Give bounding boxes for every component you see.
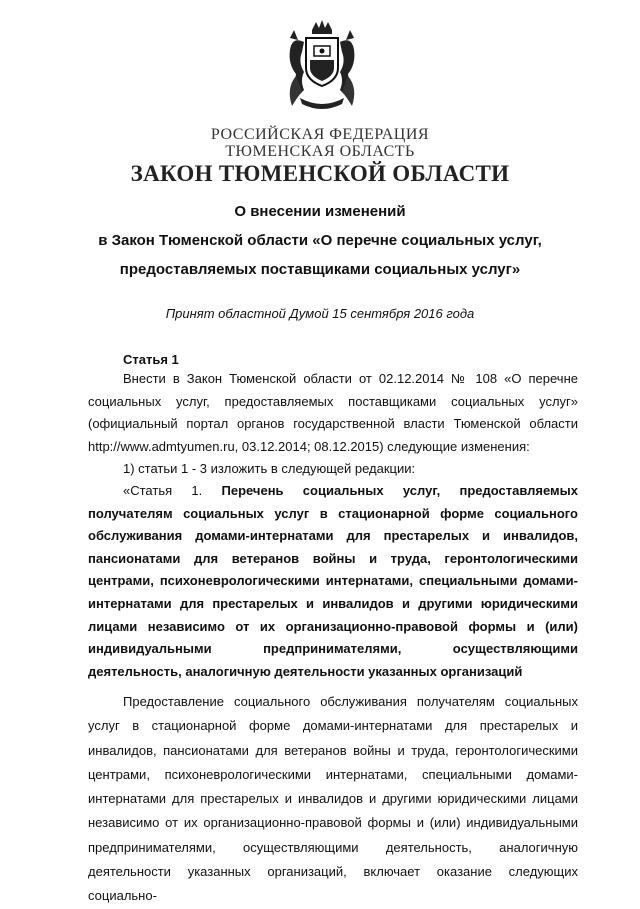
article-heading: Статья 1 <box>123 352 179 367</box>
quoted-article-heading <box>88 480 578 683</box>
amendment-item-1: 1) статьи 1 - 3 изложить в следующей редакции: <box>123 461 416 476</box>
quoted-article-title: Перечень социальных услуг, предоставляемых получателям социальных услуг в стационарной форме социального обслуживания домами-интернатами для престарелых и инвалидов, пансионатами для ветеранов войны и труда, геронтологическими центрами, психоневрологическими интернатами, специальными домами-интернатами для престарелых и инвалидов и другими юридическими лицами независимо от их организационно-правовой формы и (или) индивидуальными предпринимателями, осуществляющими деятельность, аналогичную деятельности указанных организаций <box>88 483 579 679</box>
article-intro-paragraph: Внести в Закон Тюменской области от 02.12.2014 № 108 «О перечне социальных услуг, предоставляемых поставщиками социальных услуг» (официальный портал органов государственной власти Тюменской области http://www.admtyumen.ru, 03.12.2014; 08.12.2015) следующие изменения: <box>88 371 578 454</box>
adoption-note: Принят областной Думой 15 сентября 2016 года <box>165 306 475 321</box>
quoted-article-number: «Статья 1. <box>123 483 222 498</box>
document-title-line-2: в Закон Тюменской области «О перечне социальных услуг, <box>98 232 542 249</box>
article-body-paragraph: Предоставление социального обслуживания получателям социальных услуг в стационарной форме домами-интернатами для престарелых и инвалидов, пансионатами для ветеранов войны и труда, геронтологическими центрами, психоневрологическими интернатами, специальными домами-интернатами для престарелых и инвалидов и другими юридическими лицами независимо от их организационно-правовой формы и (или) индивидуальными предпринимателями, осуществляющими деятельность, аналогичную деятельности указанных организаций, включает оказание следующих социально- <box>88 694 578 904</box>
document-title-line-1: О внесении изменений <box>234 203 406 220</box>
document-title-line-3: предоставляемых поставщиками социальных услуг» <box>119 261 521 278</box>
law-title: ЗАКОН ТЮМЕНСКОЙ ОБЛАСТИ <box>130 161 510 186</box>
region-name: ТЮМЕНСКАЯ ОБЛАСТЬ <box>225 143 415 160</box>
country-name: РОССИЙСКАЯ ФЕДЕРАЦИЯ <box>210 126 430 143</box>
coat-of-arms-icon <box>284 16 360 116</box>
